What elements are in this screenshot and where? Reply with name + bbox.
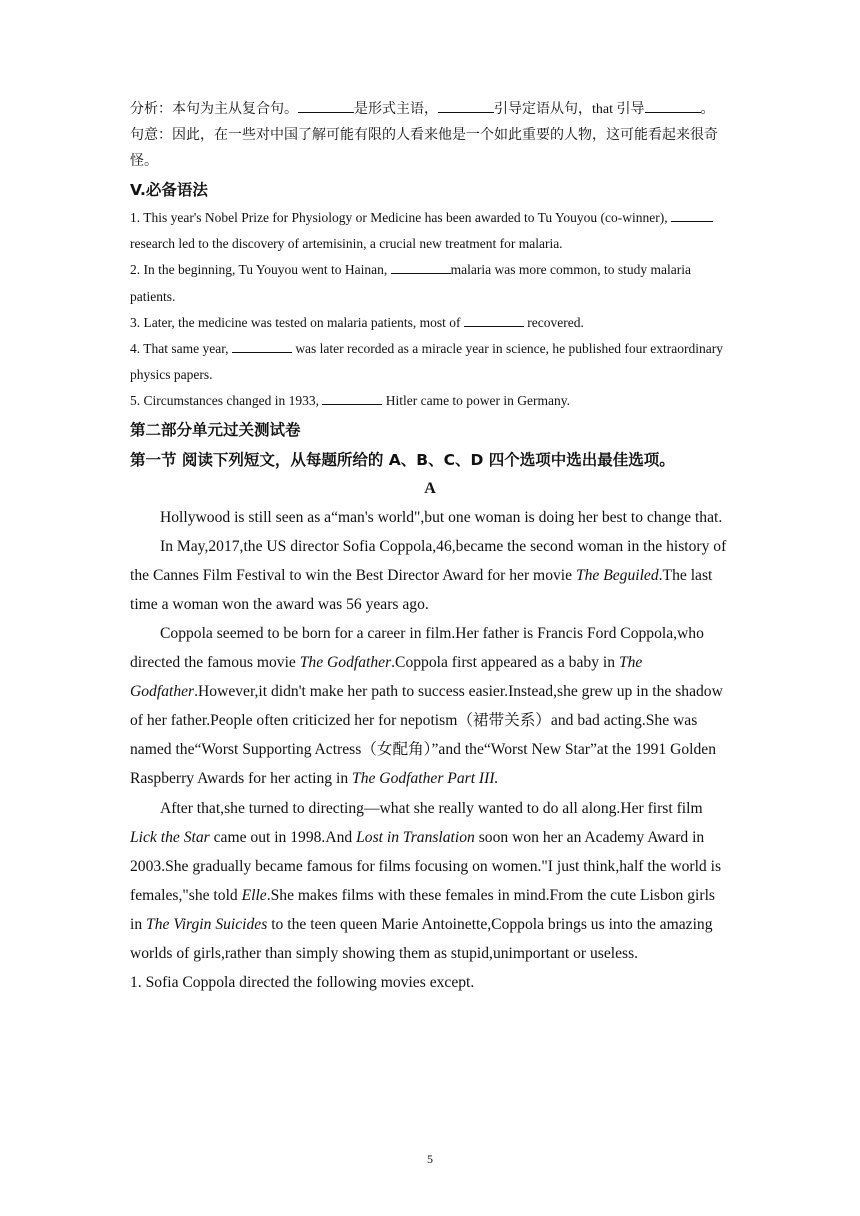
paragraph-text: to the teen queen Marie Antoinette,Coppola brings us into the amazing worlds of girls,rather than simply showing them as stupid,unimportant or useless. xyxy=(130,915,713,963)
paragraph-text: .She makes films with these females in mind.From the cute Lisbon girls in xyxy=(130,886,715,933)
film-title: The Godfather xyxy=(130,654,643,701)
grammar-question xyxy=(130,336,730,388)
grammar-question xyxy=(130,205,730,257)
paragraph-text: In May,2017,the US director Sofia Coppola,46,became the second woman in the history of the Cannes Film Festival to win the Best Director Award for her movie xyxy=(130,537,727,584)
reading-passage xyxy=(130,503,730,969)
question-1: 1. Sofia Coppola directed the following movies except. xyxy=(130,974,475,992)
page-number: 5 xyxy=(427,1152,433,1166)
paragraph xyxy=(130,794,730,969)
question-text: 1. This year's Nobel Prize for Physiology or Medicine has been awarded to Tu Youyou (co-winner), xyxy=(130,210,668,225)
question-text: 5. Circumstances changed in 1933, xyxy=(130,393,319,409)
part2-heading: 第二部分单元过关测试卷 xyxy=(130,420,301,439)
paragraph-text: After that,she turned to directing—what she really wanted to do all along.Her first film xyxy=(160,799,703,817)
answer-blank xyxy=(438,98,494,113)
answer-blank xyxy=(391,259,451,274)
film-title: Lick the Star xyxy=(130,828,210,846)
answer-blank xyxy=(671,207,713,222)
question-text: Hitler came to power in Germany. xyxy=(385,393,571,409)
answer-blank xyxy=(322,390,382,405)
paragraph: Hollywood is still seen as a“man's world",but one woman is doing her best to change that. xyxy=(160,508,723,526)
question-text: 2. In the beginning, Tu Youyou went to Hainan, xyxy=(130,262,388,278)
analysis-text: 分析：本句为主从复合句。 xyxy=(130,102,298,117)
question-text: 4. That same year, xyxy=(130,341,229,357)
grammar-question xyxy=(130,257,730,309)
film-title: The Godfather xyxy=(299,654,392,672)
grammar-question xyxy=(130,388,730,414)
sentence-meaning: 句意：因此，在一些对中国了解可能有限的人看来他是一个如此重要的人物，这可能看起来很奇怪。 xyxy=(130,128,718,169)
paragraph-text: .However,it didn't make her path to success easier.Instead,she grew up in the shadow of her father.People often criticized her for nepotism（裙带关系）and bad acting.She was named the“Worst Supporting Actress（女配角）”and the“Worst New Star”at the 1991 Golden Raspberry Awards for her acting in xyxy=(130,683,723,788)
question-text: 3. Later, the medicine was tested on malaria patients, most of xyxy=(130,314,461,330)
analysis-text: 。 xyxy=(700,102,715,117)
question-text: recovered. xyxy=(527,314,584,330)
paragraph-text: .The last time a woman won the award was 56 years ago. xyxy=(130,566,713,613)
question-text: was later recorded as a miracle year in science, he published four extraordinary physics papers. xyxy=(130,341,723,383)
film-title: The Godfather Part III. xyxy=(352,770,499,788)
film-title: The Beguiled xyxy=(575,566,659,584)
question-text: malaria was more common, to study malaria patients. xyxy=(130,262,691,304)
answer-blank xyxy=(645,98,701,113)
paragraph xyxy=(130,619,730,794)
film-title: Lost in Translation xyxy=(356,828,475,846)
passage-title: A xyxy=(424,479,436,497)
section1-instruction: 第一节 阅读下列短文，从每题所给的 A、B、C、D 四个选项中选出最佳选项。 xyxy=(130,450,675,469)
paragraph-text: came out in 1998.And xyxy=(209,828,357,846)
document-page xyxy=(130,97,730,997)
answer-blank xyxy=(298,98,354,113)
grammar-heading: V.必备语法 xyxy=(130,181,208,199)
grammar-question xyxy=(130,310,730,336)
question-text: research led to the discovery of artemisinin, a crucial new treatment for malaria. xyxy=(130,236,563,252)
magazine-title: Elle xyxy=(241,886,267,904)
film-title: The Virgin Suicides xyxy=(146,915,268,933)
answer-blank xyxy=(232,338,292,353)
paragraph-text: .Coppola first appeared as a baby in xyxy=(391,654,619,672)
paragraph xyxy=(130,532,730,619)
analysis-line xyxy=(130,97,730,123)
answer-blank xyxy=(464,312,524,327)
analysis-text: 引导定语从句，that 引导 xyxy=(494,102,645,117)
analysis-text: 是形式主语， xyxy=(354,102,438,117)
paragraph-text: soon won her an Academy Award in 2003.She gradually became famous for films focusing on women."I just think,half the world is females,"she told xyxy=(130,828,722,904)
paragraph-text: Coppola seemed to be born for a career in film.Her father is Francis Ford Coppola,who directed the famous movie xyxy=(130,625,704,672)
analysis-block xyxy=(130,97,730,175)
grammar-questions xyxy=(130,205,730,415)
